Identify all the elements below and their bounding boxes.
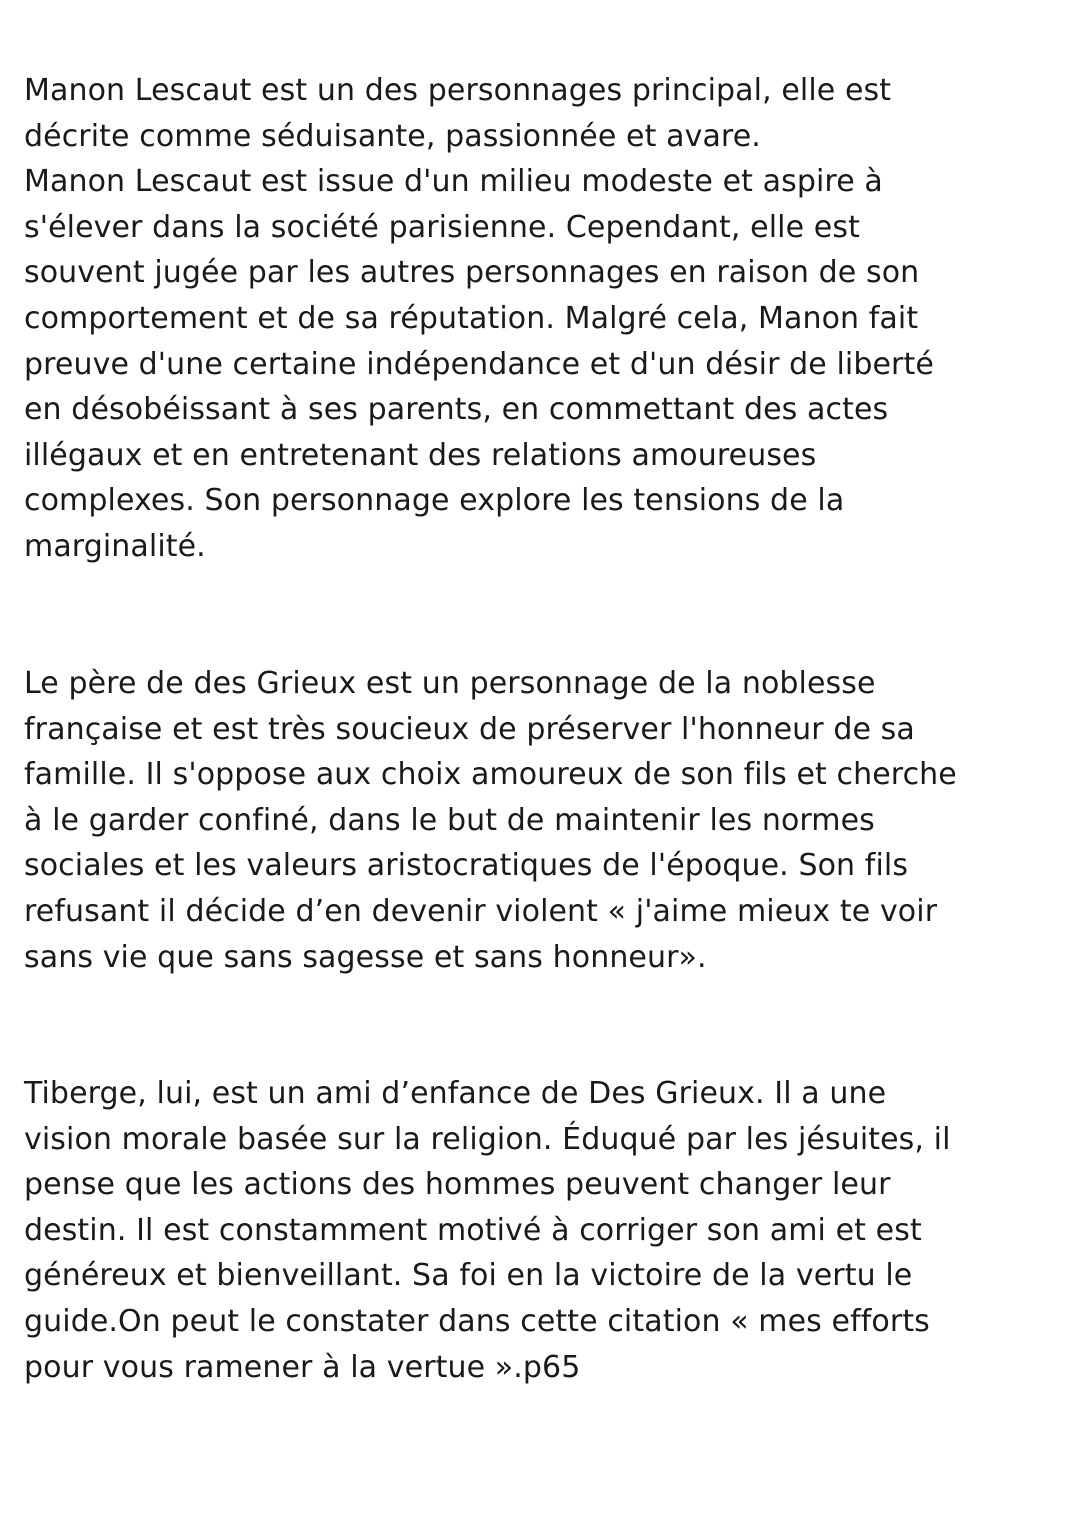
text-line: destin. Il est constamment motivé à corriger son ami et est (24, 1212, 922, 1248)
text-line: complexes. Son personnage explore les tensions de la (24, 483, 845, 519)
text-line: marginalité. (24, 528, 206, 564)
text-line: Manon Lescaut est issue d'un milieu modeste et aspire à (24, 164, 883, 200)
paragraph-tiberge (24, 1071, 1076, 1390)
text-line: famille. Il s'oppose aux choix amoureux de son fils et cherche (24, 757, 957, 793)
text-line: preuve d'une certaine indépendance et d'un désir de liberté (24, 346, 934, 382)
text-line: pour vous ramener à la vertue ».p65 (24, 1349, 581, 1385)
paragraph-manon-lescaut (24, 68, 1076, 570)
text-line: en désobéissant à ses parents, en commettant des actes (24, 392, 889, 428)
text-line: comportement et de sa réputation. Malgré cela, Manon fait (24, 300, 919, 336)
text-line: Tiberge, lui, est un ami d’enfance de Des Grieux. Il a une (24, 1076, 887, 1111)
text-line: Le père de des Grieux est un personnage de la noblesse (24, 666, 876, 701)
text-line: vision morale basée sur la religion. Éduqué par les jésuites, il (24, 1121, 951, 1157)
text-line: à le garder confiné, dans le but de maintenir les normes (24, 802, 875, 838)
text-line: généreux et bienveillant. Sa foi en la victoire de la vertu le (24, 1258, 913, 1294)
text-line: décrite comme séduisante, passionnée et avare. (24, 118, 761, 154)
text-line: pense que les actions des hommes peuvent changer leur (24, 1167, 891, 1203)
text-line: illégaux et en entretenant des relations amoureuses (24, 437, 817, 473)
text-line: sociales et les valeurs aristocratiques de l'époque. Son fils (24, 848, 909, 884)
paragraph-pere-des-grieux (24, 661, 1076, 980)
text-line: guide.On peut le constater dans cette citation « mes efforts (24, 1303, 930, 1339)
text-line: française et est très soucieux de préserver l'honneur de sa (24, 711, 915, 747)
text-line: s'élever dans la société parisienne. Cependant, elle est (24, 209, 860, 245)
text-line: souvent jugée par les autres personnages en raison de son (24, 255, 920, 291)
text-line: sans vie que sans sagesse et sans honneur». (24, 939, 707, 975)
text-line: refusant il décide d’en devenir violent « j'aime mieux te voir (24, 893, 938, 929)
text-line: Manon Lescaut est un des personnages principal, elle est (24, 73, 892, 108)
